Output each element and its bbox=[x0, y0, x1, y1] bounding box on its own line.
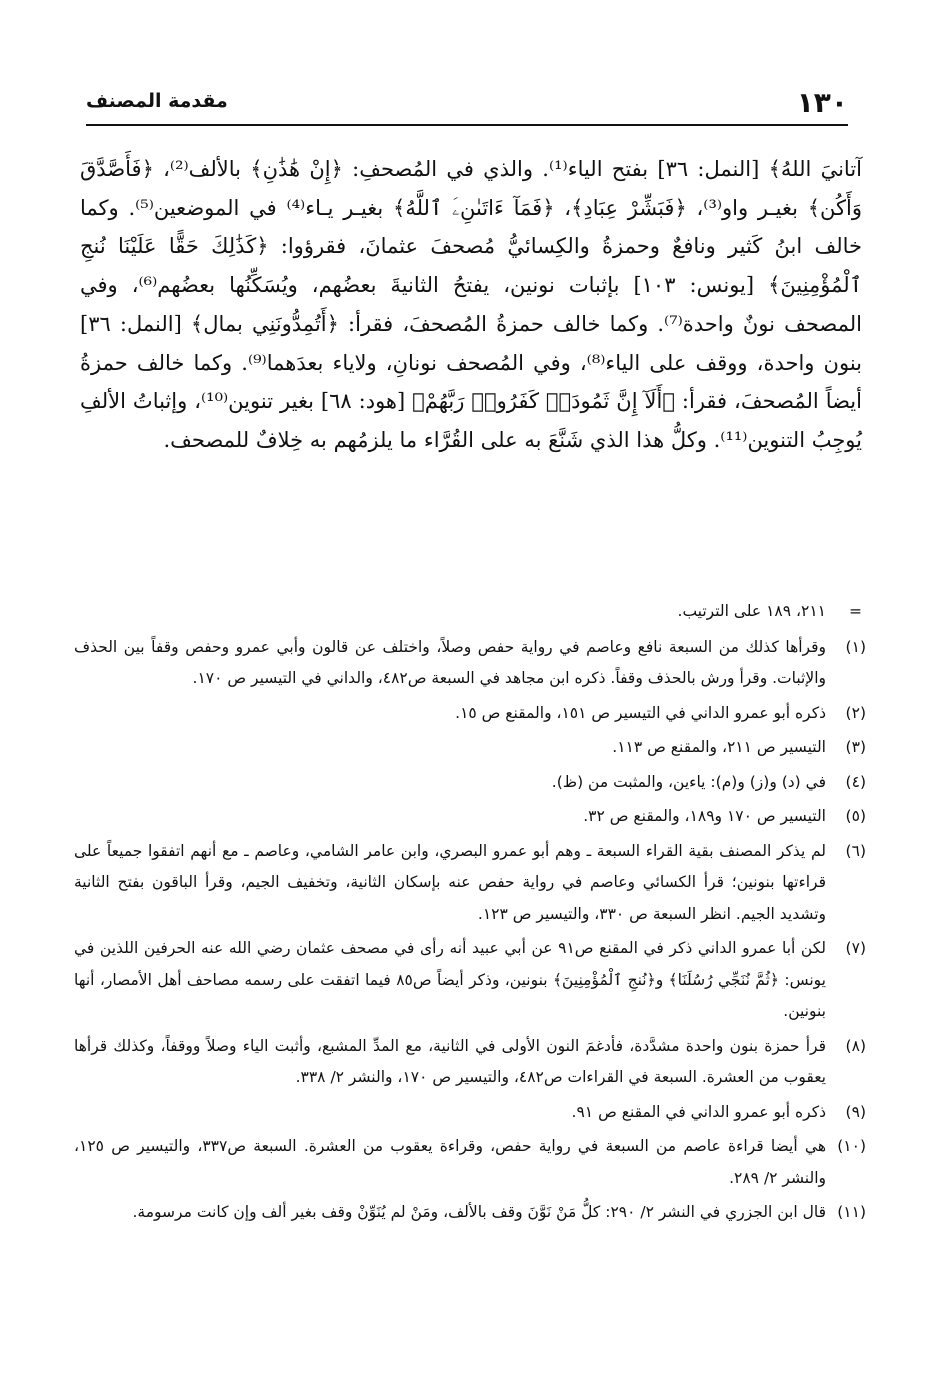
footnote-number: (٢) bbox=[845, 703, 866, 722]
footnote-item bbox=[74, 836, 866, 931]
footnote-text: لكن أبا عمرو الداني ذكر في المقنع ص٩١ عن أبي عبيد أنه رأى في مصحف عثمان رضي الله عنه الحرفين اللذين في يونس: ﴿ثُمَّ نُنَجِّي رُسُلَنَا﴾ و﴿نُنجِ ٱلْمُؤْمِنِينَ﴾ بنونين، وذكر أيضاً ص٨٥ فيما اتفقت على رسمه مصاحف أهل الأمصار، أنها بنونين. bbox=[74, 939, 826, 1020]
footnote-item bbox=[74, 933, 866, 1028]
footnote-text: قال ابن الجزري في النشر ٢/ ٢٩٠: كلُّ مَنْ نَوَّنَ وقف بالألف، ومَنْ لم يُنَوِّنْ وقف بغير ألف وإن كانت مرسومة. bbox=[132, 1203, 826, 1221]
running-title: مقدمة المصنف bbox=[86, 90, 228, 112]
footnote-text: قرأ حمزة بنون واحدة مشدَّدة، فأدغمَ النون الأولى في الثانية، مع المدِّ المشبع، وأثبت الياء وصلاً ووقفاً، وكذلك قرأها يعقوب من العشرة. السبعة في القراءات ص٤٨٢، والتيسير ص ١٧٠، والنشر ٢/ ٣٣٨. bbox=[74, 1036, 826, 1086]
footnote-text: التيسير ص ٢١١، والمقنع ص ١١٣. bbox=[612, 738, 826, 756]
footnotes-section bbox=[74, 596, 866, 1232]
footnote-item bbox=[74, 698, 866, 730]
main-text-block bbox=[80, 150, 862, 460]
footnote-item bbox=[74, 1097, 866, 1129]
footnote-text: وقرأها كذلك من السبعة نافع وعاصم في رواية حفص وصلاً، واختلف عن قالون وأبي عمرو وحفص وقفاً بين الحذف والإثبات. وقرأ ورش بالحذف وقفاً. ذكره ابن مجاهد في السبعة ص٤٨٢، والداني في التيسير ص ١٧٠. bbox=[74, 637, 826, 687]
page-header bbox=[86, 84, 848, 126]
continuation-text: ٢١١، ١٨٩ على الترتيب. bbox=[677, 602, 826, 620]
main-paragraph: آتانيَ اللهُ﴾ [النمل: ٣٦] بفتح الياء⁽¹⁾. والذي في المُصحفِ: ﴿إِنْ هَٰذَٰنِ﴾ بالألف⁽²⁾، ﴿فَأَصَّدَّقَ وَأَكُن﴾ بغيـر واو⁽³⁾، ﴿فَبَشِّرْ عِبَادِ﴾، ﴿فَمَآ ءَاتَىٰنِۦَ ٱللَّهُ﴾ بغيـر يـاء⁽⁴⁾ في الموضعين⁽⁵⁾. وكما خالف ابنُ كَثير ونافعٌ وحمزةُ والكِسائيُّ مُصحفَ عثمانَ، فقرؤوا: ﴿كَذَٰلِكَ حَقًّا عَلَيْنَا نُنجِ ٱلْمُؤْمِنِينَ﴾ [يونس: ١٠٣] بإثبات نونين، يفتحُ الثانيةَ بعضُهم، ويُسَكِّنُها بعضُهم⁽⁶⁾، وفي المصحف نونٌ واحدة⁽⁷⁾. وكما خالف حمزةُ المُصحفَ، فقرأ: ﴿أَتُمِدُّونَنِي بمال﴾ [النمل: ٣٦] بنون واحدة، ووقف على الياء⁽⁸⁾، وفي المُصحف نونانِ، ولاياء بعدَهما⁽⁹⁾. وكما خالف حمزةُ أيضاً المُصحفَ، فقرأ: ﴿أَلَآ إِنَّ ثَمُودَا۟ كَفَرُوا۟ رَبَّهُمْ﴾ [هود: ٦٨] بغير تنوين⁽¹⁰⁾، وإثباتُ الألفِ يُوجِبُ التنوين⁽¹¹⁾. وكلُّ هذا الذي شَنَّعَ به على القُرَّاء ما يلزمُهم به خِلافٌ للمصحف. bbox=[80, 157, 863, 452]
footnote-text: ذكره أبو عمرو الداني في المقنع ص ٩١. bbox=[571, 1102, 826, 1121]
footnote-item bbox=[74, 1197, 866, 1229]
footnote-text: في (د) و(ز) و(م): ياءين، والمثبت من (ظ). bbox=[551, 772, 826, 791]
footnote-number: (٧) bbox=[845, 939, 866, 957]
footnote-number: (٨) bbox=[845, 1036, 866, 1055]
footnote-item bbox=[74, 632, 866, 695]
footnote-text: لم يذكر المصنف بقية القراء السبعة ـ وهم أبو عمرو البصري، وابن عامر الشامي، وعاصم ـ مع أنهم اتفقوا جميعاً على قراءتها بنونين؛ قرأ الكسائي وعاصم في رواية حفص عنه بإسكان الثانية، وتخفيف الجيم، وقرأ الباقون بفتح الثانية وتشديد الجيم. انظر السبعة ص ٣٣٠، والتيسير ص ١٢٣. bbox=[74, 841, 826, 923]
footnote-continuation bbox=[74, 596, 866, 628]
footnote-text: هي أيضا قراءة عاصم من السبعة في رواية حفص، وقراءة يعقوب من العشرة. السبعة ص٣٣٧، والتيسير ص ١٢٥، والنشر ٢/ ٢٨٩. bbox=[74, 1137, 826, 1187]
footnote-item bbox=[74, 801, 866, 833]
footnote-number: (١٠) bbox=[837, 1137, 866, 1155]
footnote-number: (١) bbox=[845, 637, 866, 656]
footnote-number: (٩) bbox=[845, 1102, 866, 1121]
page-number: ١٣٠ bbox=[796, 86, 848, 119]
footnote-number: (٣) bbox=[845, 738, 866, 756]
footnote-number: (٦) bbox=[845, 841, 866, 860]
footnote-item bbox=[74, 767, 866, 799]
footnote-text: التيسير ص ١٧٠ و١٨٩، والمقنع ص ٣٢. bbox=[583, 807, 826, 825]
footnote-item bbox=[74, 1131, 866, 1194]
footnote-item bbox=[74, 1031, 866, 1094]
footnote-text: ذكره أبو عمرو الداني في التيسير ص ١٥١، والمقنع ص ١٥. bbox=[455, 703, 826, 722]
footnote-number: (٤) bbox=[845, 772, 866, 791]
footnote-number: (١١) bbox=[837, 1203, 866, 1221]
continuation-mark: = bbox=[849, 602, 862, 620]
footnote-number: (٥) bbox=[845, 807, 866, 825]
footnote-item bbox=[74, 732, 866, 764]
